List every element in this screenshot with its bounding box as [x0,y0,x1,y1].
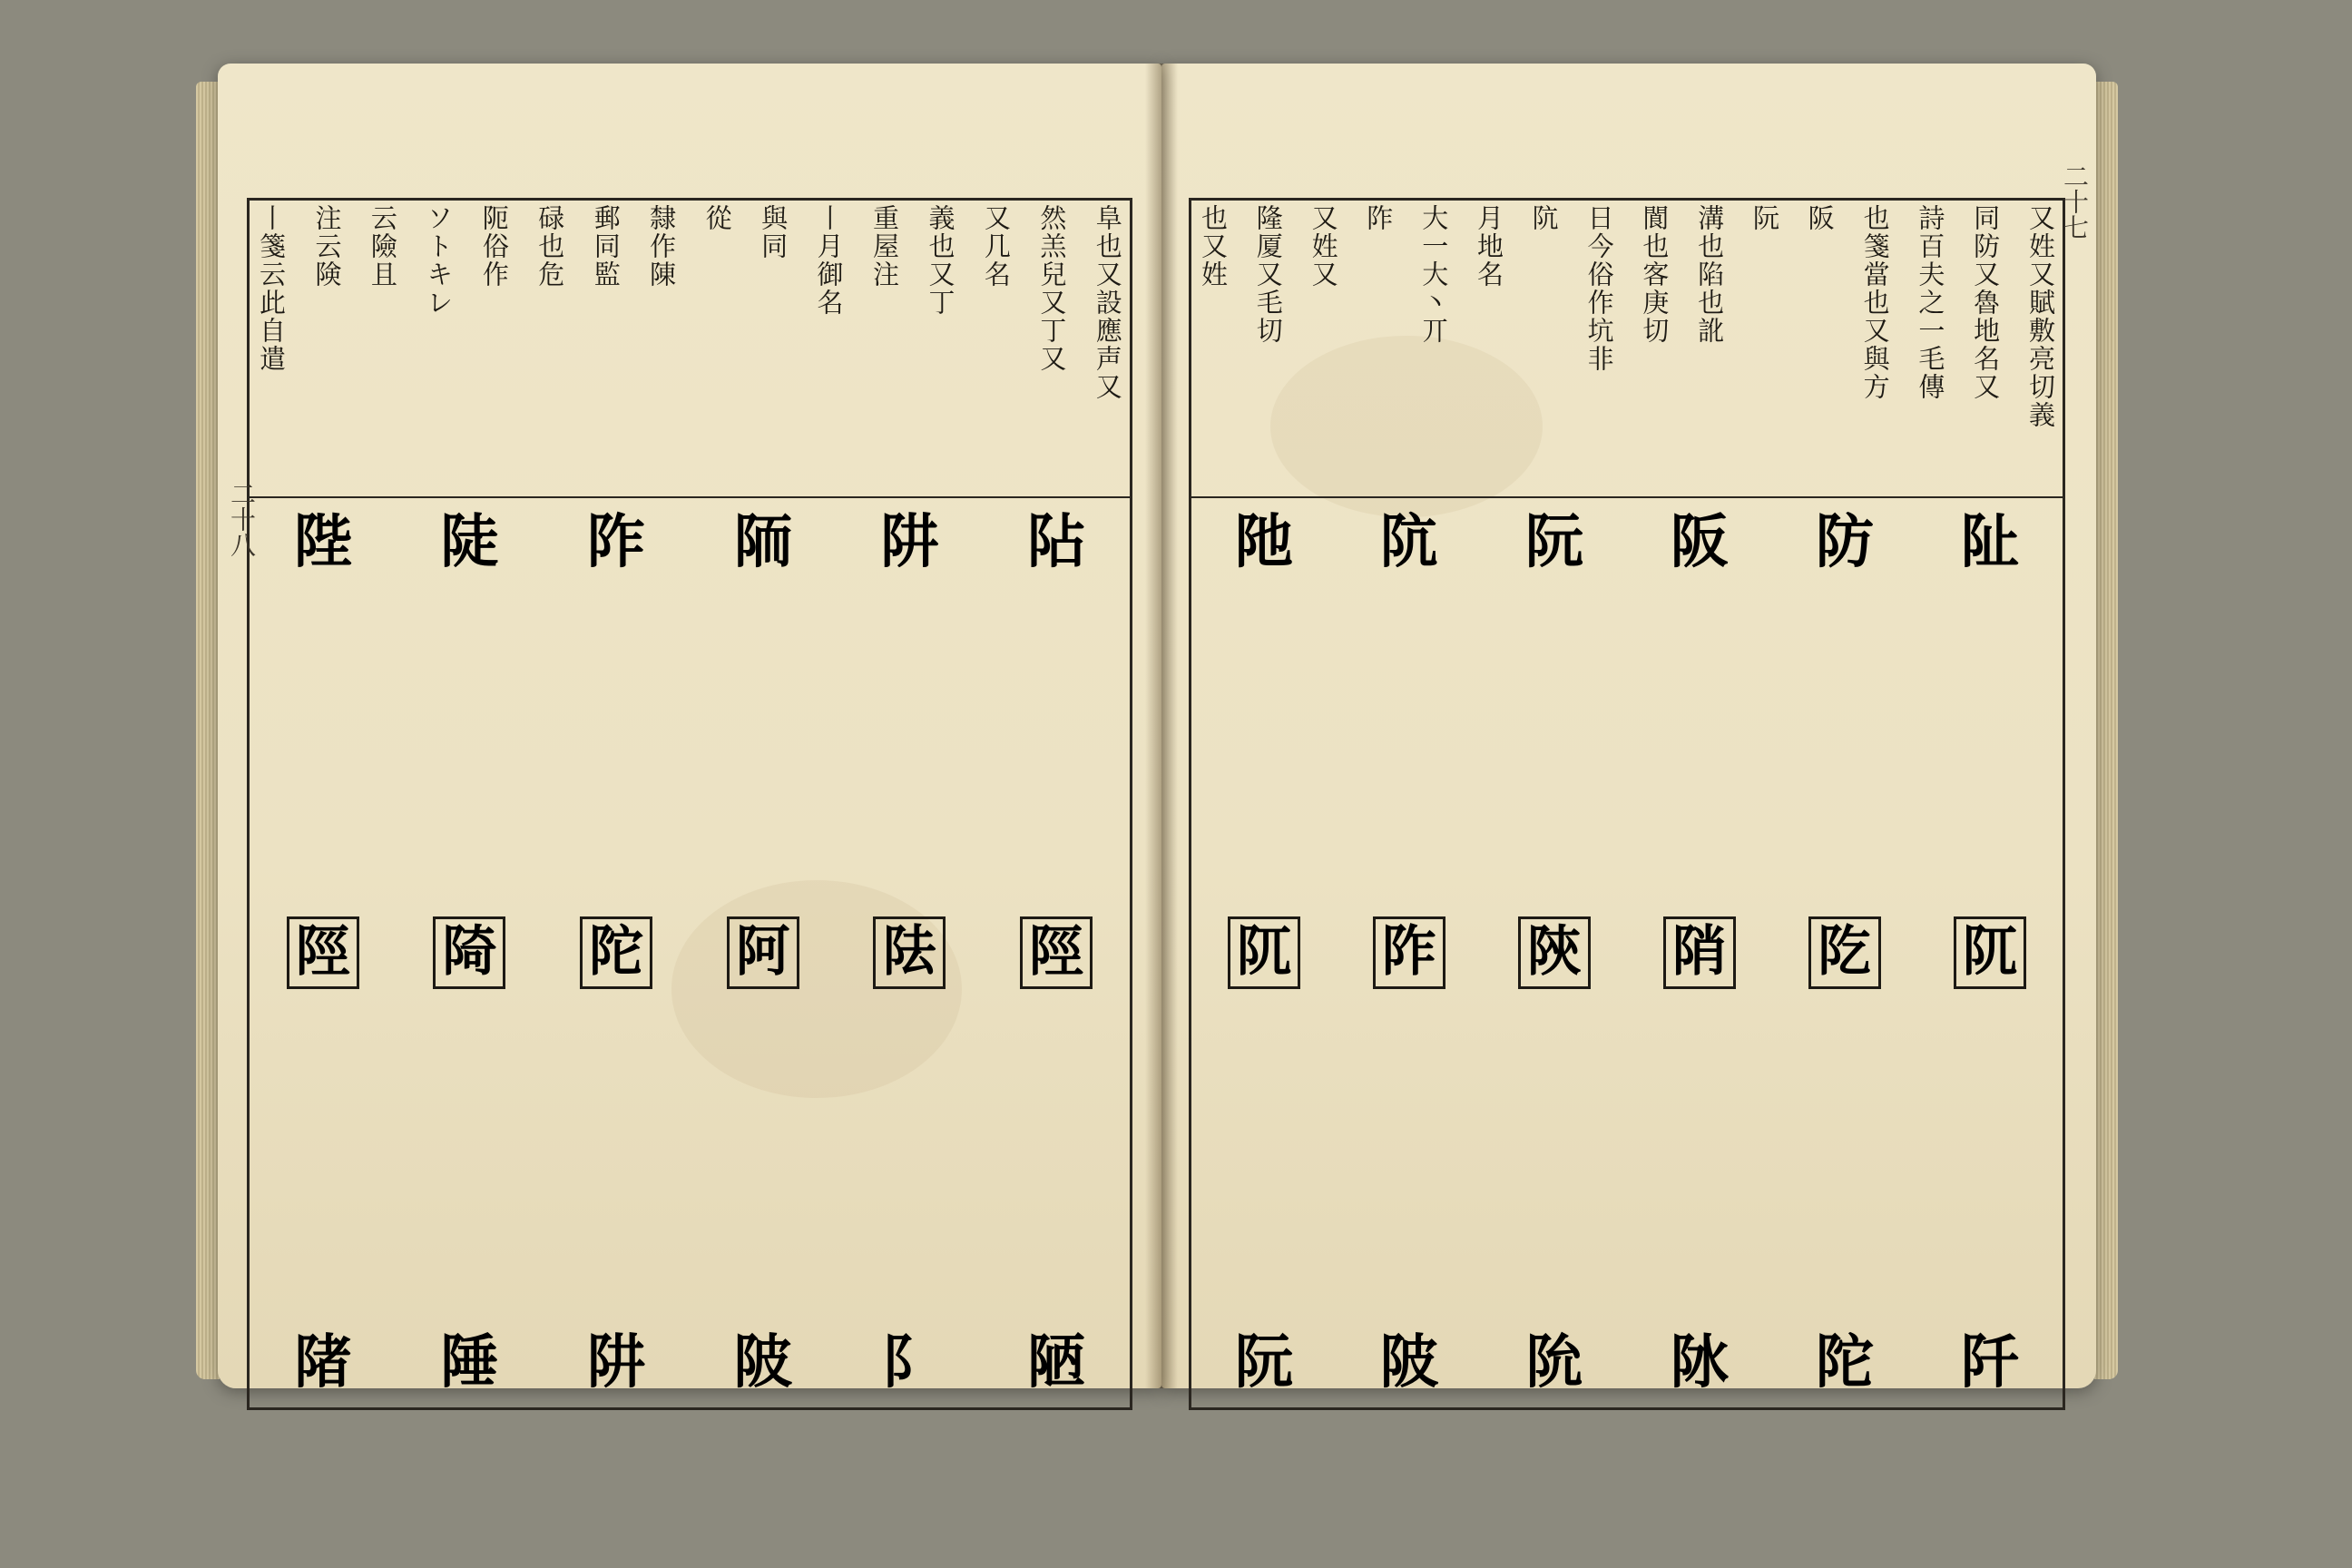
text-column: 阪 [1804,204,1836,232]
text-column: 隸作陳 [646,204,678,289]
headword-character: 阭 [1525,1328,1583,1396]
text-column: 丨箋云此自遣 [256,204,287,373]
text-column: 然羔兒又丁又 [1036,204,1068,373]
headword-character: 阱 [880,508,939,576]
page-folio: 二十七 [2060,163,2090,240]
headword-character: 阥 [1671,1328,1729,1396]
headword-character: 陘 [1020,916,1093,989]
left-page [218,64,1161,1396]
text-column: 閬也客庚切 [1639,204,1671,345]
headword-character: 阼 [1373,916,1446,989]
text-column: 從 [701,204,733,232]
headword-character: 陭 [433,916,505,989]
headword-character: 阮 [1235,1328,1293,1396]
headword-character: 阣 [1808,916,1881,989]
text-column: 隆厦又毛切 [1252,204,1284,345]
headword-column [1954,504,2026,1402]
text-column: 與同 [758,204,789,260]
text-column: 碌也危 [534,204,566,289]
headword-character: 阝 [880,1328,939,1396]
book-gutter [1145,64,1178,1388]
headword-character: 陲 [440,1328,499,1396]
text-column: 同防又魯地名又 [1970,204,2002,401]
text-column: 又几名 [980,204,1012,289]
text-column: 阜也又設應声又 [1092,204,1123,401]
headword-column [1663,504,1736,1402]
left-text-frame [247,198,1132,1410]
section-divider [1191,496,2063,498]
headword-character: 阯 [1961,508,2019,576]
headword-character: 陛 [293,508,352,576]
text-column: 注云険 [311,204,343,289]
headword-column [287,504,359,1402]
right-page-edges [2094,82,2118,1379]
headword-column [580,504,652,1402]
right-page [1161,64,2096,1396]
text-column: 大一大丶丌 [1418,204,1450,345]
headword-character: 陀 [1816,1328,1874,1396]
text-column: 阨俗作 [478,204,510,289]
headword-column [727,504,799,1402]
text-column: 阬 [1528,204,1560,232]
headword-column [1808,504,1881,1402]
headword-character: 陂 [733,1328,792,1396]
headword-character: 阹 [873,916,946,989]
text-column: 詩百夫之一毛傳 [1915,204,1946,401]
left-page-edges [196,82,220,1379]
headword-character: 陋 [1027,1328,1086,1396]
text-column: 云險且 [367,204,398,289]
headword-character: 阢 [1228,916,1300,989]
text-column: 月地名 [1473,204,1504,289]
headword-character: 陝 [1518,916,1591,989]
headword-character: 阡 [1961,1328,2019,1396]
headword-column [1228,504,1300,1402]
text-column: 也又姓 [1198,204,1229,289]
text-column: 又姓又 [1308,204,1339,289]
headword-column [1373,504,1446,1402]
headword-column [1020,504,1093,1402]
headword-column [1518,504,1591,1402]
headword-character: 阽 [1027,508,1086,576]
text-column: 義也又丁 [925,204,956,317]
headword-character: 阬 [1380,508,1438,576]
headword-character: 防 [1816,508,1874,576]
text-column: 重屋注 [868,204,900,289]
headword-character: 阤 [1235,508,1293,576]
text-column: 郵同監 [590,204,622,289]
headword-character: 陘 [287,916,359,989]
headword-character: 阱 [587,1328,646,1396]
text-column: 又姓又賦敷亮切義 [2024,204,2056,429]
headword-character: 陑 [733,508,792,576]
right-text-frame [1189,198,2065,1410]
headword-column [433,504,505,1402]
text-column: ソトキレ [423,204,455,317]
headword-character: 阮 [1525,508,1583,576]
headword-character: 阼 [587,508,646,576]
headword-character: 阿 [727,916,799,989]
text-column: 阮 [1749,204,1780,232]
headword-character: 陀 [580,916,652,989]
section-divider [250,496,1130,498]
text-column: 也箋當也又與方 [1859,204,1891,401]
page-folio: 二十八 [227,481,257,557]
headword-character: 陡 [440,508,499,576]
headword-character: 阪 [1671,508,1729,576]
text-column: 丨月御名 [813,204,845,317]
headword-character: 陗 [1663,916,1736,989]
headword-character: 阢 [1954,916,2026,989]
headword-character: 陼 [293,1328,352,1396]
text-column: 溝也陷也訛 [1694,204,1726,345]
headword-character: 陂 [1380,1328,1438,1396]
headword-column [873,504,946,1402]
text-column: 日今俗作坑非 [1583,204,1615,373]
text-column: 阼 [1363,204,1395,232]
